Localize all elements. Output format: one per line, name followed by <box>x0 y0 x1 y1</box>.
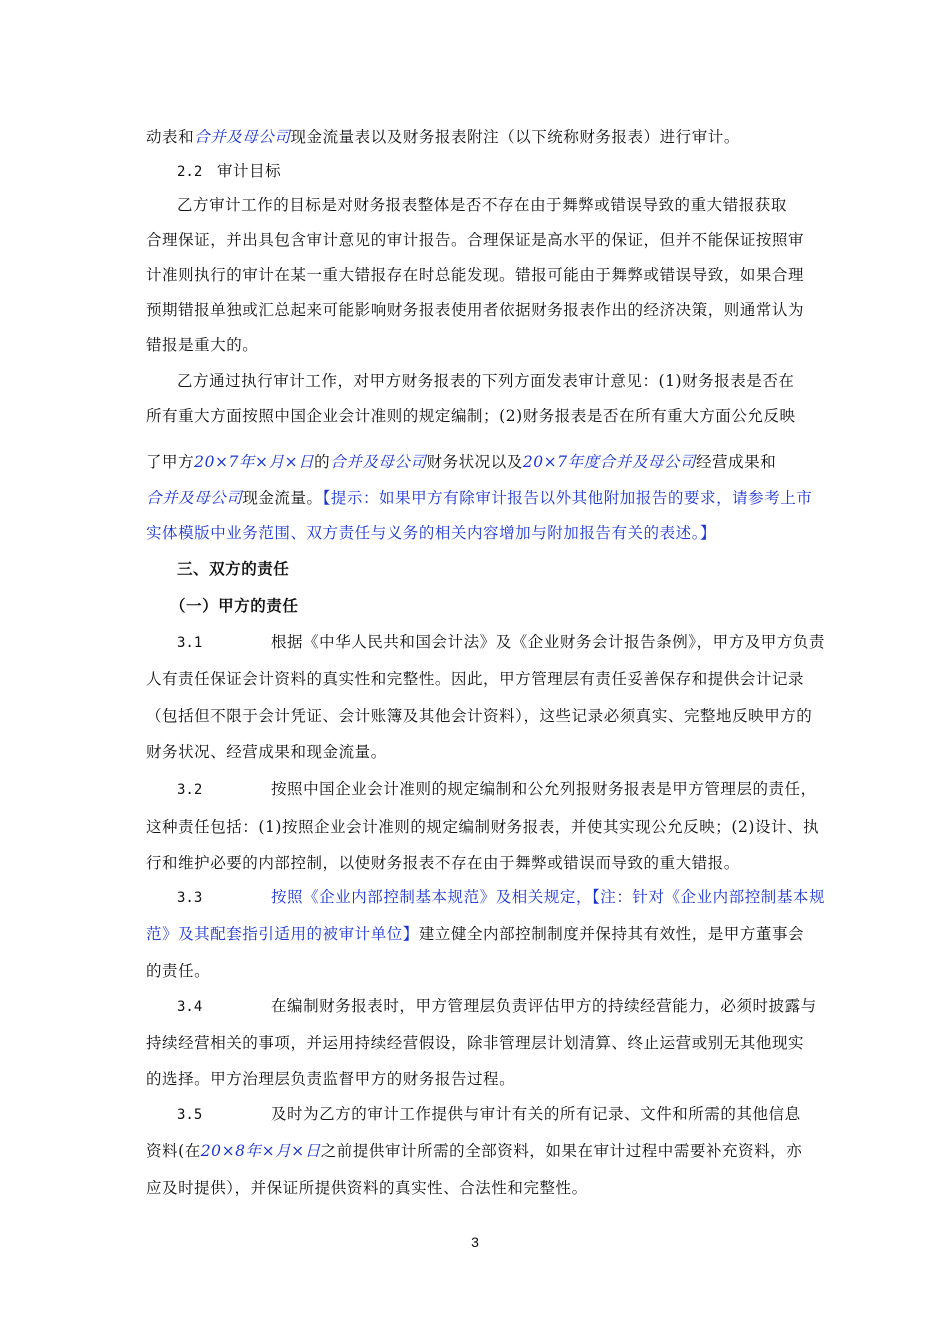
paragraph-line: 的责任。 <box>146 962 211 980</box>
paragraph-line: （包括但不限于会计凭证、会计账簿及其他会计资料），这些记录必须真实、完整地反映甲方的 <box>146 707 813 725</box>
clause-3-3 <box>177 886 867 909</box>
paragraph-line <box>146 451 836 473</box>
paragraph-line: 行和维护必要的内部控制，以使财务报表不存在由于舞弊或错误而导致的重大错报。 <box>146 854 740 872</box>
text-run: 及时为乙方的审计工作提供与审计有关的所有记录、文件和所需的其他信息 <box>271 1105 801 1123</box>
clause-3-4 <box>177 995 867 1018</box>
section-title: 审计目标 <box>217 162 282 180</box>
text-run: 现金流量表以及财务报表附注（以下统称财务报表）进行审计。 <box>290 128 740 146</box>
text-run: 按照中国企业会计准则的规定编制和公允列报财务报表是甲方管理层的责任， <box>271 780 817 798</box>
note-text: 【提示：如果甲方有除审计报告以外其他附加报告的要求，请参考上市 <box>322 489 813 507</box>
clause-number: 3.4 <box>177 999 203 1015</box>
placeholder-text: 合并及母公司 <box>330 453 427 471</box>
placeholder-text: 合并及母公司 <box>146 489 243 507</box>
paragraph-line: 这种责任包括：(1)按照企业会计准则的规定编制财务报表，并使其实现公允反映；(2)设计、执 <box>146 818 820 836</box>
paragraph-line: 预期错报单独或汇总起来可能影响财务报表使用者依据财务报表作出的经济决策，则通常认为 <box>146 301 805 319</box>
clause-number: 3.3 <box>177 890 203 906</box>
section-number: 2.2 <box>177 164 203 180</box>
text-run: 根据《中华人民共和国会计法》及《企业财务会计报告条例》，甲方及甲方负责 <box>271 633 826 651</box>
note-text: 范》及其配套指引适用的被审计单位】 <box>146 925 419 943</box>
text-run: 的 <box>314 453 331 471</box>
paragraph-line: 合理保证，并出具包含审计意见的审计报告。合理保证是高水平的保证，但并不能保证按照审 <box>146 231 805 249</box>
subsection-heading: （一）甲方的责任 <box>170 597 299 615</box>
clause-3-1 <box>177 631 867 654</box>
paragraph-line: 乙方通过执行审计工作，对甲方财务报表的下列方面发表审计意见：(1)财务报表是否在 <box>177 372 795 390</box>
placeholder-text: 20×7年度合并及母公司 <box>522 453 697 471</box>
note-text: 按照《企业内部控制基本规范》及相关规定，【注：针对《企业内部控制基本规 <box>271 888 826 906</box>
paragraph-line <box>146 487 836 509</box>
paragraph-line: 错报是重大的。 <box>146 336 259 354</box>
paragraph-line <box>146 1140 836 1162</box>
text-run: 经营成果和 <box>696 453 777 471</box>
section-3-heading: 三、双方的责任 <box>177 560 290 578</box>
paragraph-line: 应及时提供），并保证所提供资料的真实性、合法性和完整性。 <box>146 1179 588 1197</box>
text-run: 之前提供审计所需的全部资料，如果在审计过程中需要补充资料，亦 <box>320 1142 803 1160</box>
clause-number: 3.1 <box>177 635 203 651</box>
paragraph-line <box>146 923 836 945</box>
clause-number: 3.5 <box>177 1107 203 1123</box>
placeholder-date: 20×7年×月×日 <box>194 453 315 471</box>
note-line: 实体模版中业务范围、双方责任与义务的相关内容增加与附加报告有关的表述。】 <box>146 524 717 542</box>
paragraph-line: 的选择。甲方治理层负责监督甲方的财务报告过程。 <box>146 1070 516 1088</box>
paragraph-line: 计准则执行的审计在某一重大错报存在时总能发现。错报可能由于舞弊或错误导致，如果合理 <box>146 266 805 284</box>
placeholder-date: 20×8年×月×日 <box>200 1142 321 1160</box>
paragraph-line <box>146 126 836 148</box>
paragraph-line: 所有重大方面按照中国企业会计准则的规定编制；(2)财务报表是否在所有重大方面公允反映 <box>146 407 796 425</box>
clause-3-2 <box>177 778 867 801</box>
paragraph-line: 持续经营相关的事项，并运用持续经营假设，除非管理层计划清算、终止运营或别无其他现实 <box>146 1034 805 1052</box>
text-run: 了甲方 <box>146 453 195 471</box>
paragraph-line: 财务状况、经营成果和现金流量。 <box>146 743 387 761</box>
text-run: 现金流量。 <box>242 489 323 507</box>
text-run: 在编制财务报表时，甲方管理层负责评估甲方的持续经营能力，必须时披露与 <box>271 997 817 1015</box>
placeholder-text: 合并及母公司 <box>194 128 291 146</box>
paragraph-line: 乙方审计工作的目标是对财务报表整体是否不存在由于舞弊或错误导致的重大错报获取 <box>177 196 787 214</box>
page-number: 3 <box>471 1234 479 1250</box>
text-run: 财务状况以及 <box>426 453 523 471</box>
section-2-2-heading <box>177 160 867 183</box>
paragraph-line: 人有责任保证会计资料的真实性和完整性。因此，甲方管理层有责任妥善保存和提供会计记录 <box>146 670 805 688</box>
clause-3-5 <box>177 1103 867 1126</box>
text-run: 动表和 <box>146 128 195 146</box>
text-run: 建立健全内部控制制度并保持其有效性，是甲方董事会 <box>418 925 805 943</box>
clause-number: 3.2 <box>177 782 203 798</box>
text-run: 资料(在 <box>146 1142 201 1160</box>
